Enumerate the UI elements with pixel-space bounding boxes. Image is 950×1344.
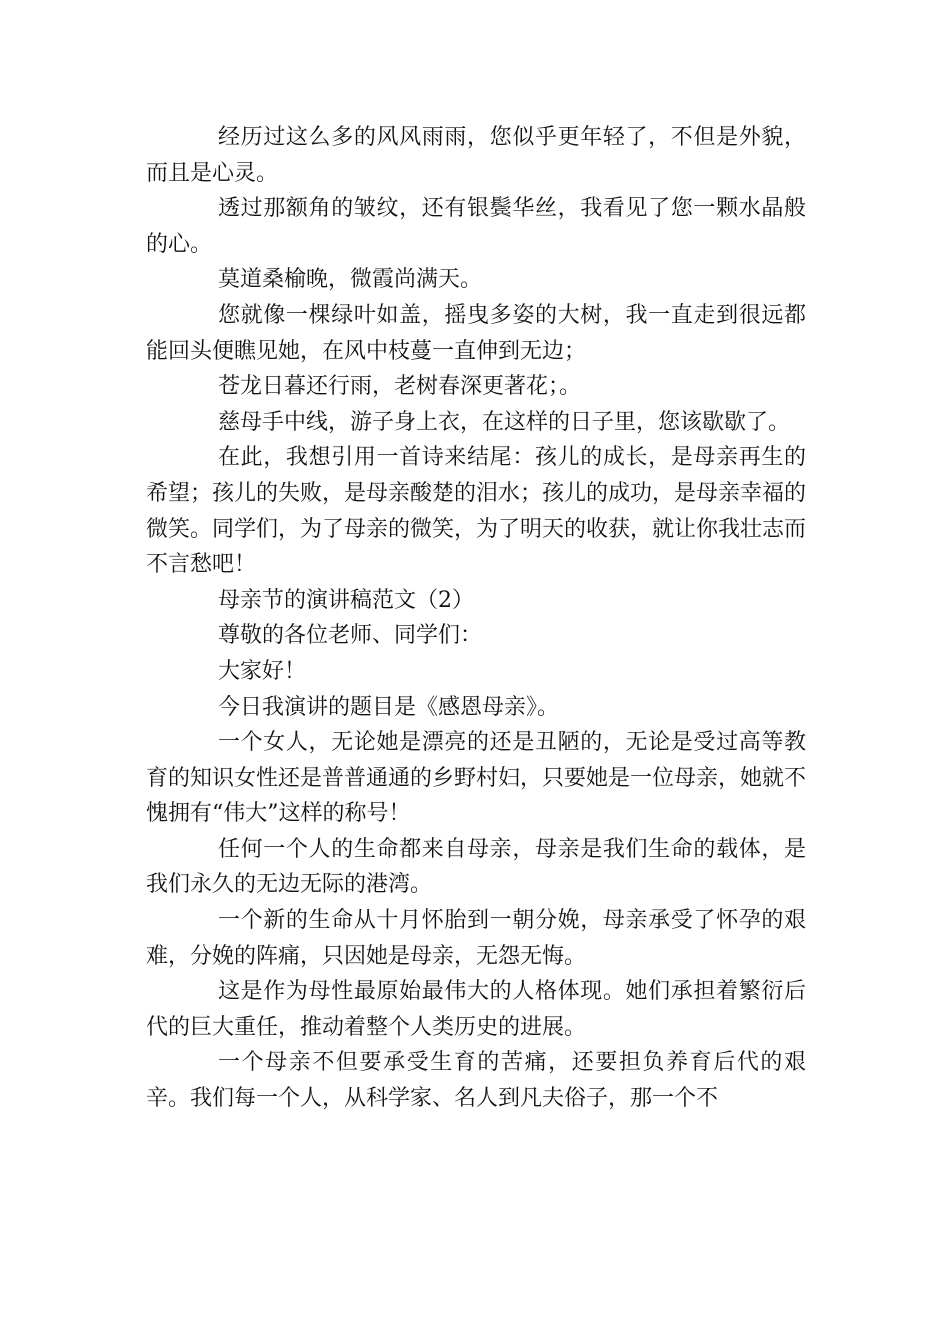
- salutation: 尊敬的各位老师、同学们：: [218, 623, 483, 649]
- paragraph: 一个新的生命从十月怀胎到一朝分娩，母亲承受了怀孕的艰难，分娩的阵痛，只因她是母亲，无怨无悔。: [146, 908, 806, 969]
- paragraph: 这是作为母性最原始最伟大的人格体现。她们承担着繁衍后代的巨大重任，推动着整个人类历史的进展。: [146, 979, 806, 1040]
- document-body: [146, 120, 806, 1117]
- greeting: 大家好！: [218, 658, 307, 684]
- paragraph: 一个女人，无论她是漂亮的还是丑陋的，无论是受过高等教育的知识女性还是普普通通的乡野村妇，只要她是一位母亲，她就不愧拥有“伟大”这样的称号！: [146, 730, 807, 827]
- paragraph: 一个母亲不但要承受生育的苦痛，还要担负养育后代的艰辛。我们每一个人，从科学家、名人到凡夫俗子，那一个不: [146, 1050, 806, 1112]
- paragraph: 您就像一棵绿叶如盖，摇曳多姿的大树，我一直走到很远都能回头便瞧见她，在风中枝蔓一直伸到无边；: [146, 302, 806, 364]
- paragraph: 莫道桑榆晚，微霞尚满天。: [218, 267, 483, 293]
- paragraph: 任何一个人的生命都来自母亲，母亲是我们生命的载体，是我们永久的无边无际的港湾。: [146, 836, 806, 898]
- paragraph: 在此，我想引用一首诗来结尾：孩儿的成长，是母亲再生的希望；孩儿的失败，是母亲酸楚的泪水；孩儿的成功，是母亲幸福的微笑。同学们，为了母亲的微笑，为了明天的收获，就让你我壮志而不言愁吧！: [146, 445, 807, 578]
- paragraph: 慈母手中线，游子身上衣，在这样的日子里，您该歇歇了。: [218, 409, 791, 435]
- paragraph: 经历过这么多的风风雨雨，您似乎更年轻了，不但是外貌，而且是心灵。: [146, 125, 806, 186]
- paragraph: 透过那额角的皱纹，还有银鬓华丝，我看见了您一颗水晶般的心。: [146, 196, 806, 257]
- paragraph: 今日我演讲的题目是《感恩母亲》。: [218, 694, 560, 720]
- paragraph: 苍龙日暮还行雨，老树春深更著花；。: [218, 374, 582, 400]
- section-heading: 母亲节的演讲稿范文（2）: [218, 587, 474, 613]
